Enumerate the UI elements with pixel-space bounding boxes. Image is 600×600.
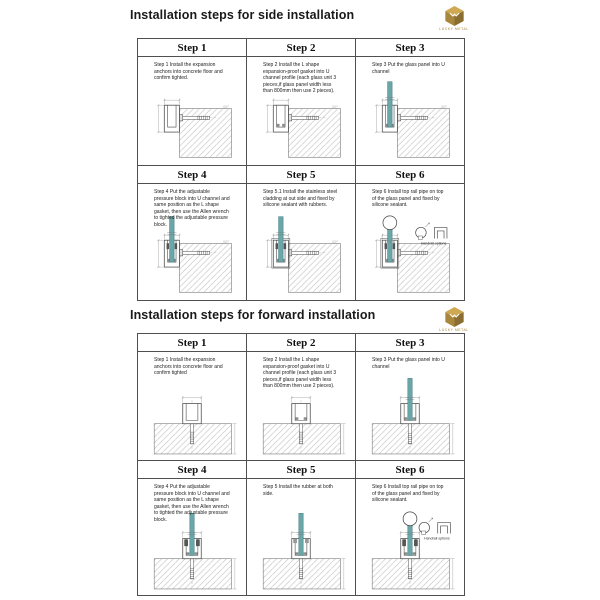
step-text: Step 3 Put the glass panel into U channel [372, 62, 445, 75]
step-header: Step 5 [247, 461, 356, 479]
step-cell [356, 57, 465, 166]
step-header: Step 3 [356, 334, 465, 352]
step-diagram-svg [141, 80, 244, 164]
step-text: Step 4 Put the adjustable pressure block into U channel and same position as the L shape gasket, then use the Allen wrench to tighted the adjustable pressure block. [154, 484, 230, 523]
step-cell [356, 352, 465, 461]
step-diagram [359, 510, 462, 594]
step-diagram [250, 510, 353, 594]
step-header: Step 6 [356, 461, 465, 479]
step-header: Step 2 [247, 39, 356, 57]
step-cell [138, 352, 247, 461]
step-cell [138, 184, 247, 301]
step-header: Step 5 [247, 166, 356, 184]
step-cell [247, 184, 356, 301]
step-cell [356, 479, 465, 596]
step-text: Step 4 Put the adjustable pressure block into U channel and same position as the L shape gasket, then use the Allen wrench to tighted the adjustable pressure block. [154, 189, 230, 228]
step-diagram [359, 375, 462, 459]
step-diagram-svg [250, 510, 353, 594]
section-title-side: Installation steps for side installation [130, 8, 355, 22]
step-cell [247, 352, 356, 461]
step-diagram-svg [250, 215, 353, 299]
step-text: Step 5.1 Install the stainless steel cladding at out side and fixed by silicone sealant with rubbers. [263, 189, 338, 209]
step-diagram [359, 215, 462, 299]
step-header: Step 6 [356, 166, 465, 184]
brand-name: LUCKY METAL [439, 328, 469, 332]
step-cell [138, 57, 247, 166]
logo-cube-icon [442, 5, 467, 27]
section-title-forward: Installation steps for forward installation [130, 308, 376, 322]
step-text: Step 6 Install top rail pipe on top of the glass panel and fixed by silicone sealant. [372, 189, 444, 209]
logo-cube-icon [442, 306, 467, 328]
step-diagram-svg [359, 215, 462, 299]
brand-name: LUCKY METAL [439, 27, 469, 31]
brand-logo [431, 306, 477, 332]
step-diagram [141, 80, 244, 164]
step-text: Step 3 Put the glass panel into U channel [372, 357, 445, 370]
step-cell [247, 57, 356, 166]
step-diagram-svg [141, 375, 244, 459]
step-diagram-svg [359, 80, 462, 164]
brand-logo [431, 5, 477, 31]
step-diagram-svg [359, 510, 462, 594]
step-header: Step 4 [138, 461, 247, 479]
step-cell [138, 479, 247, 596]
step-text: Step 5 Install the rubber at both side. [263, 484, 333, 497]
step-text: Step 2 Install the L shape expansion-proof gasket into U channel profile (each glass unit 3 pieces,if glass panel width less than 800mm then use 2 pieces). [263, 357, 337, 390]
step-header: Step 1 [138, 334, 247, 352]
step-diagram [250, 215, 353, 299]
step-cell [247, 479, 356, 596]
step-diagram-svg [359, 375, 462, 459]
handrail-options-label: Handrail options [420, 241, 447, 246]
step-header: Step 1 [138, 39, 247, 57]
step-text: Step 1 Install the expansion anchors into concrete floor and confirm tighted [154, 357, 223, 377]
step-header: Step 4 [138, 166, 247, 184]
step-header: Step 2 [247, 334, 356, 352]
step-diagram [141, 375, 244, 459]
step-header: Step 3 [356, 39, 465, 57]
step-cell [356, 184, 465, 301]
step-text: Step 6 Install top rail pipe on top of the glass panel and fixed by silicone sealant. [372, 484, 444, 504]
steps-table-side [137, 38, 465, 301]
handrail-options-label: Handrail options [424, 536, 450, 541]
step-text: Step 2 Install the L shape expansion-proof gasket into U channel profile (each glass unit 3 pieces,if glass panel width less than 800mm then use 2 pieces). [263, 62, 337, 95]
steps-table-forward [137, 333, 465, 596]
step-text: Step 1 Install the expansion anchors into concrete floor and confirm tighted. [154, 62, 223, 82]
step-diagram [359, 80, 462, 164]
